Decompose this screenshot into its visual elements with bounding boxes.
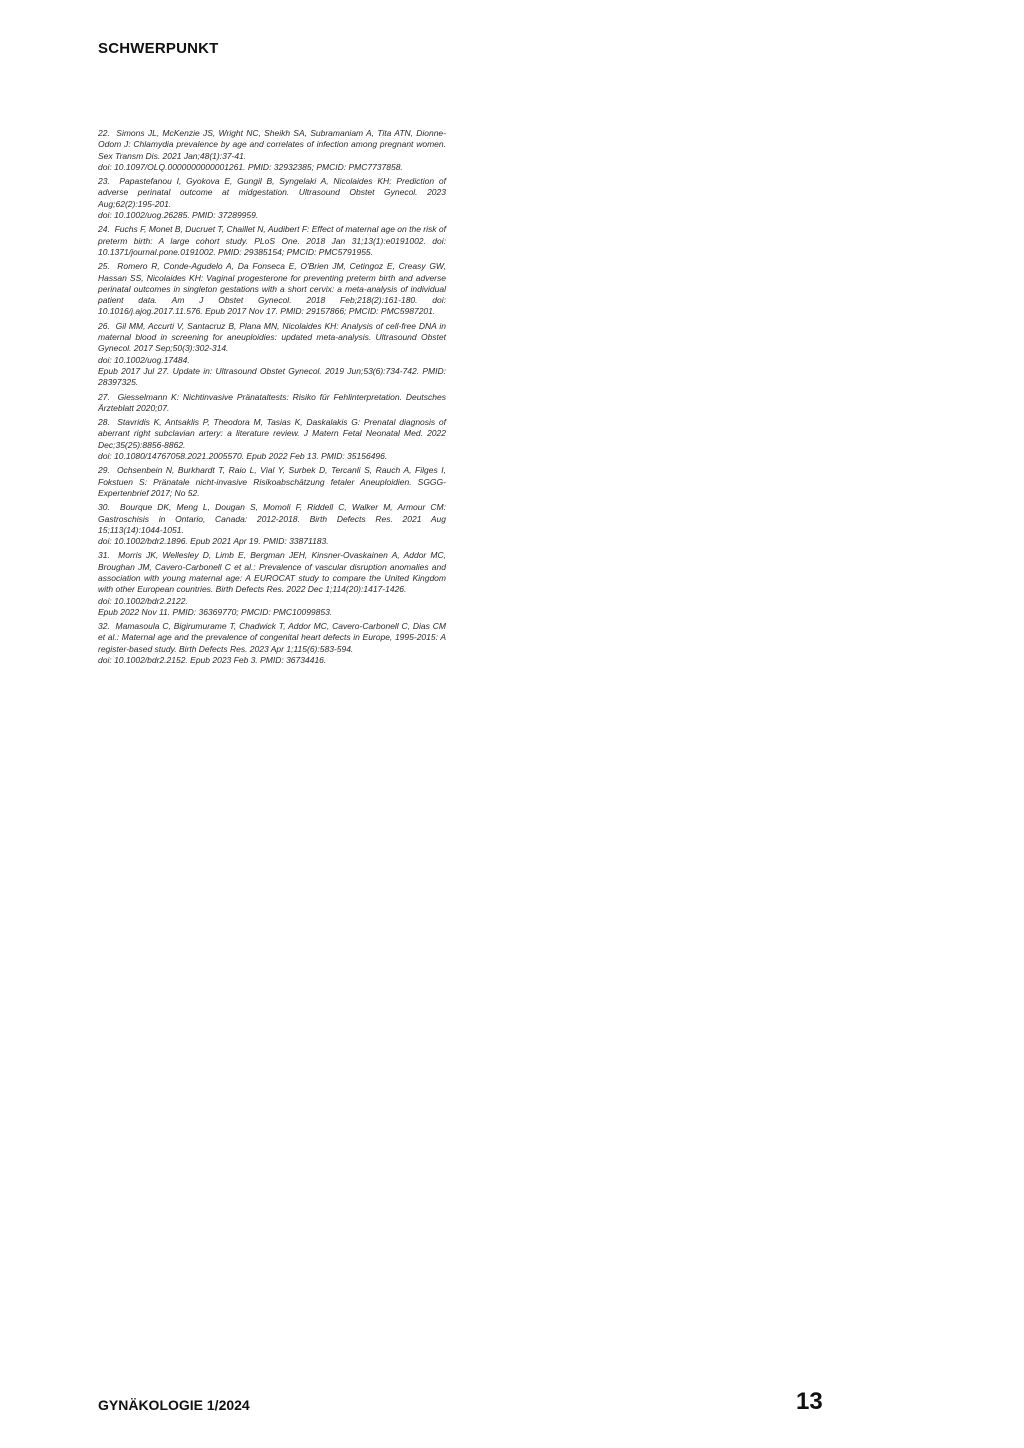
reference-number: 22. xyxy=(98,128,110,138)
reference-list xyxy=(98,128,446,669)
reference-doi: Epub 2022 Nov 11. PMID: 36369770; PMCID: PMC10099853. xyxy=(98,606,333,617)
reference-number: 26. xyxy=(98,320,110,331)
reference-number: 28. xyxy=(98,417,110,428)
reference-body: Gil MM, Accurti V, Santacruz B, Plana MN, Nicolaides KH: Analysis of cell-free DNA in maternal blood in screening for aneuploidies: updated meta-analysis. Ultrasound Obstet Gynecol. 2017 Sep;50(3):302-314. xyxy=(98,320,446,354)
reference-doi: doi: 10.1002/bdr2.2152. Epub 2023 Feb 3. PMID: 36734416. xyxy=(98,655,327,666)
section-header: SCHWERPUNKT xyxy=(98,40,219,57)
reference-doi: doi: 10.1002/uog.17484. xyxy=(98,354,190,365)
reference-item xyxy=(98,502,446,547)
reference-text xyxy=(98,224,446,258)
reference-number: 32. xyxy=(98,621,110,632)
reference-item xyxy=(98,224,446,258)
reference-body: Ochsenbein N, Burkhardt T, Raio L, Vial Y, Surbek D, Tercanli S, Rauch A, Filges I, Fokstuen S: Pränatale nicht-invasive Risikoabschätzung fetaler Aneuploidien. SGGG-Expertenbrief 2017; No 52. xyxy=(98,465,446,498)
reference-item xyxy=(98,128,446,173)
reference-text xyxy=(98,502,446,536)
reference-item xyxy=(98,261,446,317)
reference-body: Romero R, Conde-Agudelo A, Da Fonseca E, O'Brien JM, Cetingoz E, Creasy GW, Hassan SS, Nicolaides KH: Vaginal progesterone for preventing preterm birth and adverse perinatal outcomes in singleton gestations with a short cervix: a meta-analysis of individual patient data. Am J Obstet Gynecol. 2018 Feb;218(2):161-180. doi: 10.1016/j.ajog.2017.11.576. Epub 2017 Nov 17. PMID: 29157866; PMCID: PMC5987201. xyxy=(98,261,446,317)
reference-text xyxy=(98,128,446,162)
reference-item xyxy=(98,176,446,221)
reference-text xyxy=(98,417,446,451)
reference-number: 31. xyxy=(98,550,110,561)
reference-text xyxy=(98,392,446,415)
reference-number: 25. xyxy=(98,261,110,272)
reference-item xyxy=(98,392,446,415)
reference-number: 24. xyxy=(98,224,110,235)
reference-body: Mamasoula C, Bigirumurame T, Chadwick T, Addor MC, Cavero-Carbonell C, Dias CM et al.: Maternal age and the prevalence of congenital heart defects in Europe, 1995-2015: A register-based study. Birth Defects Res. 2023 Apr 1;115(6):583-594. xyxy=(98,621,446,654)
reference-text xyxy=(98,321,446,355)
page-number: 13 xyxy=(796,1388,823,1415)
reference-item xyxy=(98,621,446,666)
reference-number: 23. xyxy=(98,176,110,187)
reference-item xyxy=(98,465,446,499)
reference-doi: doi: 10.1080/14767058.2021.2005570. Epub 2022 Feb 13. PMID: 35156496. xyxy=(98,451,388,462)
reference-item xyxy=(98,550,446,618)
reference-text xyxy=(98,465,446,499)
reference-body: Papastefanou I, Gyokova E, Gungil B, Syngelaki A, Nicolaides KH: Prediction of adverse perinatal outcome at midgestation. Ultrasound Obstet Gynecol. 2023 Aug;62(2):195-201. xyxy=(98,176,446,209)
reference-body: Bourque DK, Meng L, Dougan S, Momoli F, Riddell C, Walker M, Armour CM: Gastroschisis in Ontario, Canada: 2012-2018. Birth Defects Res. 2021 Aug 15;113(14):1044-1051. xyxy=(98,502,446,535)
reference-item xyxy=(98,417,446,462)
reference-body: Giesselmann K: Nichtinvasive Pränataltests: Risiko für Fehlinterpretation. Deutsches Ärzteblatt 2020;07. xyxy=(98,391,446,413)
reference-body: Stavridis K, Antsaklis P, Theodora M, Tasias K, Daskalakis G: Prenatal diagnosis of aberrant right subclavian artery: a literature review. J Matern Fetal Neonatal Med. 2022 Dec;35(25):8856-8862. xyxy=(98,417,446,450)
reference-item xyxy=(98,321,446,389)
reference-doi: doi: 10.1097/OLQ.0000000000001261. PMID: 32932385; PMCID: PMC7737858. xyxy=(98,161,403,172)
reference-body: Simons JL, McKenzie JS, Wright NC, Sheikh SA, Subramaniam A, Tita ATN, Dionne-Odom J: Chlamydia prevalence by age and correlates of infection among pregnant women. Sex Transm Dis. 2021 Jan;48(1):37-41. xyxy=(98,128,446,161)
reference-number: 30. xyxy=(98,502,110,513)
reference-text xyxy=(98,176,446,210)
reference-number: 29. xyxy=(98,465,110,476)
reference-doi: doi: 10.1002/uog.26285. PMID: 37289959. xyxy=(98,210,259,221)
reference-doi: doi: 10.1002/bdr2.1896. Epub 2021 Apr 19. PMID: 33871183. xyxy=(98,536,329,547)
reference-body: Morris JK, Wellesley D, Limb E, Bergman JEH, Kinsner-Ovaskainen A, Addor MC, Broughan JM, Cavero-Carbonell C et al.: Prevalence of vascular disruption anomalies and association with young maternal age: A EUROCAT study to compare the United Kingdom with other European countries. Birth Defects Res. 2022 Dec 1;114(20):1417-1426. xyxy=(98,550,446,595)
reference-text xyxy=(98,621,446,655)
reference-doi: Epub 2017 Jul 27. Update in: Ultrasound Obstet Gynecol. 2019 Jun;53(6):734-742. PMID: 28397325. xyxy=(98,365,446,388)
reference-text xyxy=(98,261,446,317)
reference-number: 27. xyxy=(98,391,110,402)
journal-issue: GYNÄKOLOGIE 1/2024 xyxy=(98,1397,250,1413)
reference-doi: doi: 10.1002/bdr2.2122. xyxy=(98,595,188,606)
reference-body: Fuchs F, Monet B, Ducruet T, Chaillet N, Audibert F: Effect of maternal age on the risk of preterm birth: A large cohort study. PLoS One. 2018 Jan 31;13(1):e0191002. doi: 10.1371/journal.pone.0191002. PMID: 29385154; PMCID: PMC5791955. xyxy=(98,224,446,257)
reference-text xyxy=(98,550,446,595)
